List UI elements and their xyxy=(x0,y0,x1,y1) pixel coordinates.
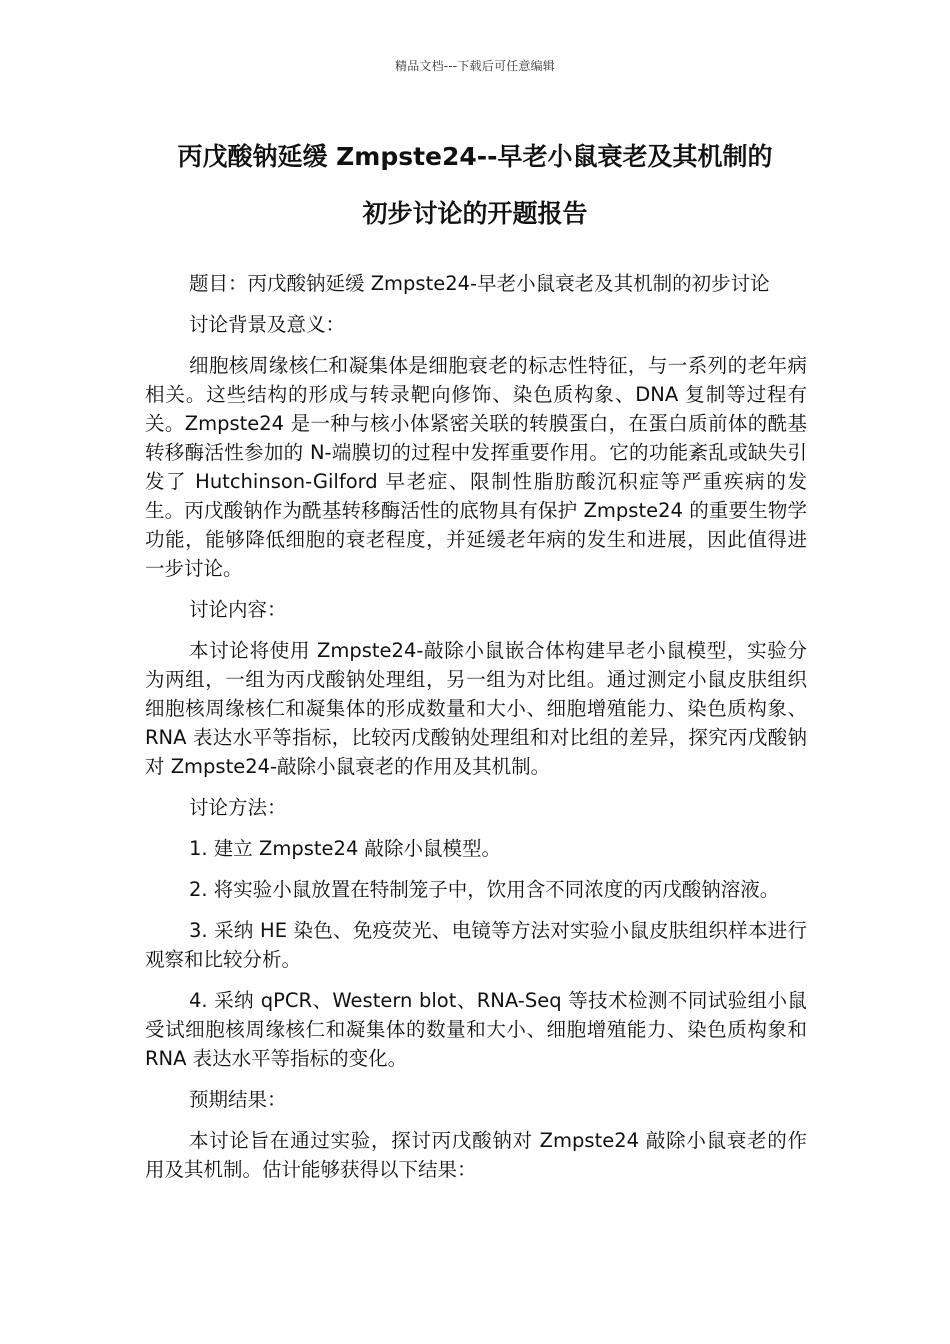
background-paragraph: 细胞核周缘核仁和凝集体是细胞衰老的标志性特征，与一系列的老年病相关。这些结构的形成与转录靶向修饰、染色质构象、DNA 复制等过程有关。Zmpste24 是一种与核小体紧密关联的转膜蛋白，在蛋白质前体的酰基转移酶活性参加的 N-端膜切的过程中发挥重要作用。它的功能紊乱或缺失引发了 Hutchinson-Gilford 早老症、限制性脂肪酸沉积症等严重疾病的发生。丙戊酸钠作为酰基转移酶活性的底物具有保护 Zmpste24 的重要生物学功能，能够降低细胞的衰老程度，并延缓老年病的发生和进展，因此值得进一步讨论。 xyxy=(145,354,807,580)
expected-results-paragraph: 本讨论旨在通过实验，探讨丙戊酸钠对 Zmpste24 敲除小鼠衰老的作用及其机制。估计能够获得以下结果： xyxy=(145,1129,807,1181)
section-heading-methods: 讨论方法： xyxy=(189,796,287,819)
method-item-2: 2. 将实验小鼠放置在特制笼子中，饮用含不同浓度的丙戊酸钠溶液。 xyxy=(189,878,780,901)
header-note: 精品文档---下载后可任意编辑 xyxy=(395,59,555,73)
section-heading-background: 讨论背景及意义： xyxy=(189,313,346,336)
section-heading-content: 讨论内容： xyxy=(189,598,287,621)
section-heading-expected-results: 预期结果： xyxy=(189,1088,287,1111)
method-item-1: 1. 建立 Zmpste24 敲除小鼠模型。 xyxy=(189,837,502,860)
method-item-4: 4. 采纳 qPCR、Western blot、RNA-Seq 等技术检测不同试验组小鼠受试细胞核周缘核仁和凝集体的数量和大小、细胞增殖能力、染色质构象和 RNA 表达水平等指标的变化。 xyxy=(145,989,807,1070)
document-title-line-1: 丙戊酸钠延缓 Zmpste24--早老小鼠衰老及其机制的 xyxy=(177,142,773,171)
document-body xyxy=(145,269,807,1196)
topic-line: 题目：丙戊酸钠延缓 Zmpste24-早老小鼠衰老及其机制的初步讨论 xyxy=(189,272,770,295)
content-paragraph: 本讨论将使用 Zmpste24-敲除小鼠嵌合体构建早老小鼠模型，实验分为两组，一组为丙戊酸钠处理组，另一组为对比组。通过测定小鼠皮肤组织细胞核周缘核仁和凝集体的形成数量和大小、细胞增殖能力、染色质构象、RNA 表达水平等指标，比较丙戊酸钠处理组和对比组的差异，探究丙戊酸钠对 Zmpste24-敲除小鼠衰老的作用及其机制。 xyxy=(145,639,807,778)
document-title-line-2: 初步讨论的开题报告 xyxy=(362,199,588,228)
method-item-3: 3. 采纳 HE 染色、免疫荧光、电镜等方法对实验小鼠皮肤组织样本进行观察和比较分析。 xyxy=(145,919,807,971)
